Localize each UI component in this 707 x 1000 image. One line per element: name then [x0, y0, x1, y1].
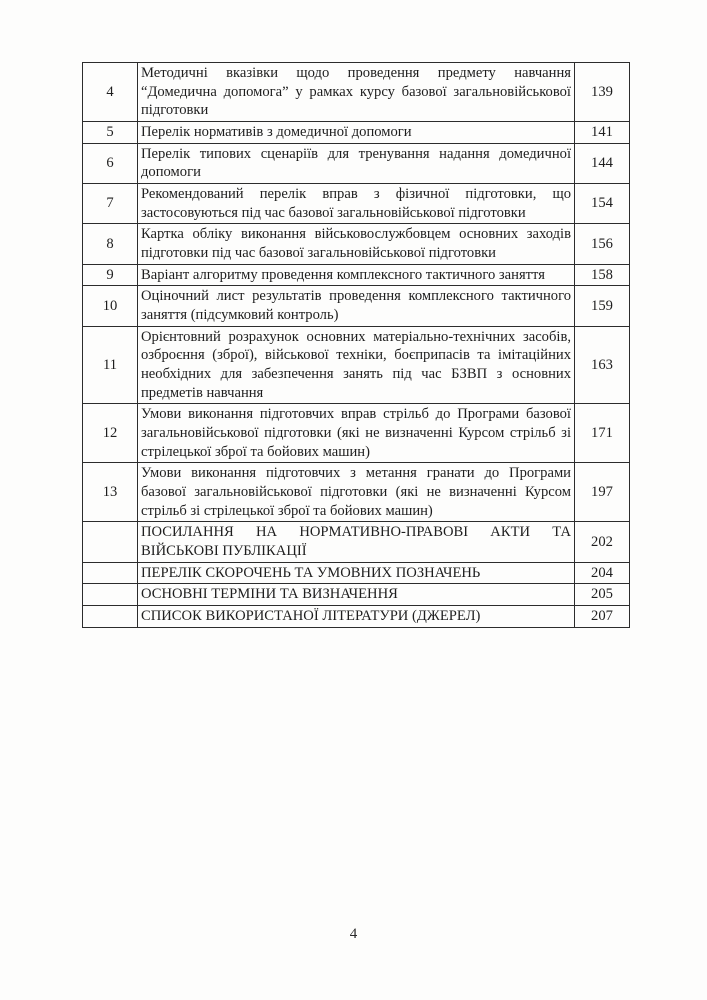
row-title-cell: Рекомендований перелік вправ з фізичної підготовки, що застосовуються під час базової загальновійськової підготовки [138, 184, 575, 224]
row-title-cell: ПЕРЕЛІК СКОРОЧЕНЬ ТА УМОВНИХ ПОЗНАЧЕНЬ [138, 562, 575, 584]
row-title-cell: ОСНОВНІ ТЕРМІНИ ТА ВИЗНАЧЕННЯ [138, 584, 575, 606]
row-page-cell: 204 [575, 562, 630, 584]
table-row [83, 522, 630, 562]
row-number-cell: 13 [83, 463, 138, 522]
row-page-cell: 156 [575, 224, 630, 264]
row-number-cell: 9 [83, 264, 138, 286]
row-page-cell: 158 [575, 264, 630, 286]
row-page-cell: 163 [575, 326, 630, 404]
row-number-cell [83, 522, 138, 562]
page-number: 4 [349, 926, 358, 942]
row-number-cell [83, 562, 138, 584]
row-title-cell: Умови виконання підготовчих вправ стрільб до Програми базової загальновійськової підготовки (які не визначенні Курсом стрільб зі стрілецької зброї та бойових машин) [138, 404, 575, 463]
row-title-cell: Методичні вказівки щодо проведення предмету навчання “Домедична допомога” у рамках курсу базової загальновійськової підготовки [138, 63, 575, 122]
table-row [83, 404, 630, 463]
table-row [83, 224, 630, 264]
row-page-cell: 205 [575, 584, 630, 606]
row-number-cell: 8 [83, 224, 138, 264]
row-title-cell: Оціночний лист результатів проведення комплексного тактичного заняття (підсумковий контроль) [138, 286, 575, 326]
table-row [83, 264, 630, 286]
row-title-cell: Варіант алгоритму проведення комплексного тактичного заняття [138, 264, 575, 286]
table-row [83, 562, 630, 584]
row-number-cell [83, 584, 138, 606]
row-number-cell: 12 [83, 404, 138, 463]
row-title-cell: Перелік типових сценаріїв для тренування надання домедичної допомоги [138, 143, 575, 183]
row-number-cell: 4 [83, 63, 138, 122]
row-number-cell: 6 [83, 143, 138, 183]
row-page-cell: 159 [575, 286, 630, 326]
row-page-cell: 202 [575, 522, 630, 562]
row-number-cell [83, 606, 138, 628]
table-row [83, 122, 630, 144]
row-page-cell: 207 [575, 606, 630, 628]
row-page-cell: 139 [575, 63, 630, 122]
table-row [83, 63, 630, 122]
toc-table [82, 62, 630, 628]
row-number-cell: 10 [83, 286, 138, 326]
table-row [83, 143, 630, 183]
table-row [83, 286, 630, 326]
row-number-cell: 7 [83, 184, 138, 224]
row-number-cell: 11 [83, 326, 138, 404]
table-row [83, 326, 630, 404]
table-row [83, 184, 630, 224]
row-title-cell: Орієнтовний розрахунок основних матеріально-технічних засобів, озброєння (зброї), військової техніки, боєприпасів та імітаційних необхідних для забезпечення занять під час БЗВП з основних предметів навчання [138, 326, 575, 404]
table-row [83, 584, 630, 606]
table-row [83, 606, 630, 628]
row-title-cell: СПИСОК ВИКОРИСТАНОЇ ЛІТЕРАТУРИ (ДЖЕРЕЛ) [138, 606, 575, 628]
row-title-cell: Перелік нормативів з домедичної допомоги [138, 122, 575, 144]
row-page-cell: 144 [575, 143, 630, 183]
row-title-cell: Картка обліку виконання військовослужбовцем основних заходів підготовки під час базової загальновійськової підготовки [138, 224, 575, 264]
row-page-cell: 154 [575, 184, 630, 224]
row-page-cell: 141 [575, 122, 630, 144]
row-page-cell: 171 [575, 404, 630, 463]
row-title-cell: ПОСИЛАННЯ НА НОРМАТИВНО-ПРАВОВІ АКТИ ТА ВІЙСЬКОВІ ПУБЛІКАЦІЇ [138, 522, 575, 562]
row-number-cell: 5 [83, 122, 138, 144]
row-title-cell: Умови виконання підготовчих з метання гранати до Програми базової загальновійськової підготовки (які не визначенні Курсом стрільб зі стрілецької зброї та бойових машин) [138, 463, 575, 522]
table-row [83, 463, 630, 522]
row-page-cell: 197 [575, 463, 630, 522]
